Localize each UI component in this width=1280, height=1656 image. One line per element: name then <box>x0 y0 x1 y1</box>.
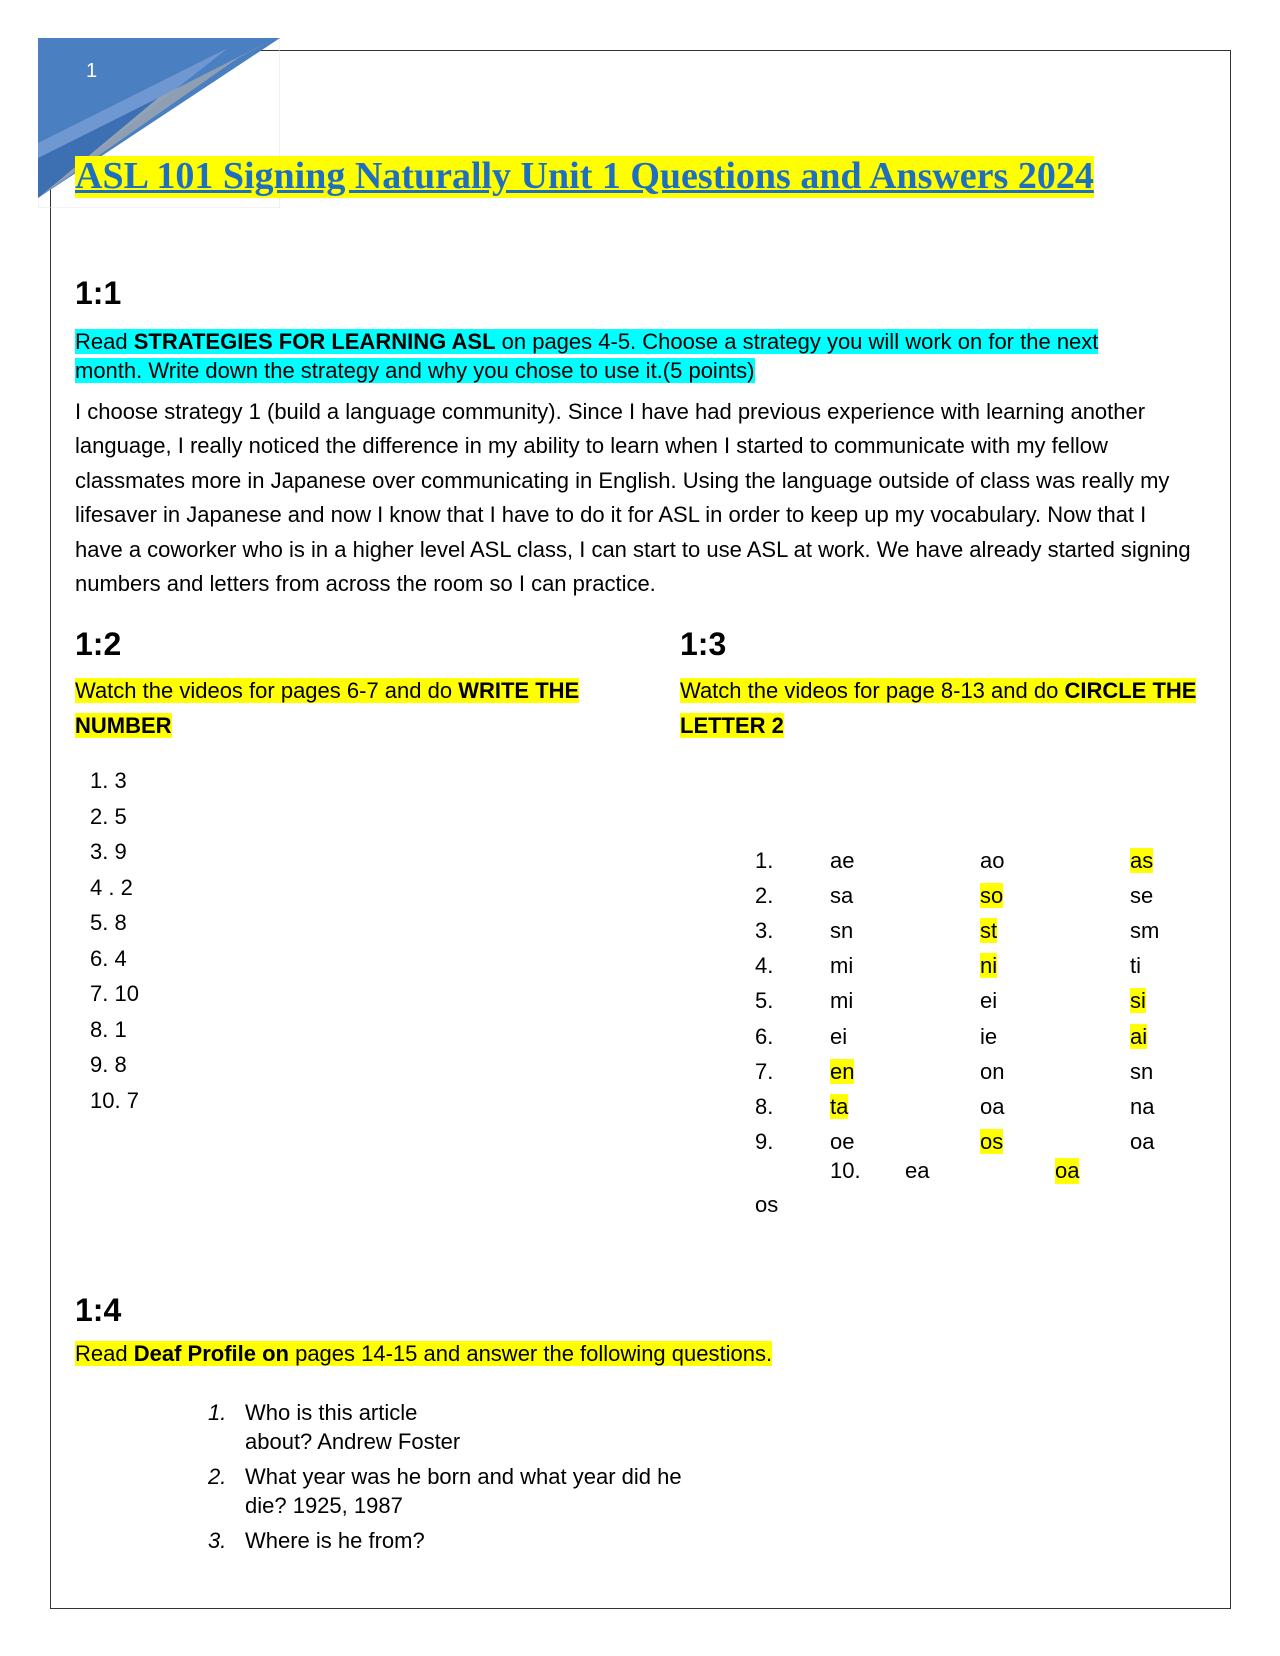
prompt-bold-text: WRITE THE <box>458 678 580 703</box>
table-row <box>755 984 1159 1019</box>
list-item: 1. 3 <box>90 768 127 793</box>
question-text: Who is this article <box>245 1400 418 1425</box>
choice-c: sm <box>1130 917 1160 943</box>
document-title: ASL 101 Signing Naturally Unit 1 Questions and Answers 2024 <box>75 155 1094 197</box>
choice-a: sa <box>830 882 854 908</box>
prompt-bold-text: STRATEGIES FOR LEARNING ASL <box>133 329 496 354</box>
row-number: 7. <box>755 1058 774 1084</box>
choice-c: oa <box>1130 1129 1155 1155</box>
row-number: 8. <box>755 1093 774 1119</box>
letter-choice-table <box>755 843 1159 1160</box>
section-heading-1-3: 1:3 <box>680 626 727 662</box>
choice-c: ti <box>1130 953 1141 979</box>
table-row <box>755 1054 1159 1089</box>
choice-a: oe <box>830 1129 855 1155</box>
section-1-3-prompt <box>680 673 1196 743</box>
row-number: 9. <box>755 1129 774 1155</box>
section-1-2-prompt <box>75 673 579 743</box>
list-item: 8. 1 <box>90 1016 127 1042</box>
list-item: 4 . 2 <box>90 874 133 900</box>
list-item: 9. 8 <box>90 1052 127 1077</box>
choice-b-selected: os <box>980 1129 1004 1155</box>
prompt-text: Watch the videos for page 8-13 and do <box>680 678 1065 703</box>
list-item: 6. 4 <box>90 945 127 971</box>
row-number: 4. <box>755 953 774 979</box>
choice-b-selected: so <box>980 882 1004 908</box>
choice-a: ei <box>830 1023 848 1049</box>
choice-a: ea <box>905 1158 930 1183</box>
row-number: 5. <box>755 988 774 1014</box>
prompt-text: on pages 4-5. Choose a strategy you will work on for the next <box>495 329 1099 354</box>
row-number: 3. <box>755 917 774 943</box>
list-item <box>208 1462 728 1520</box>
prompt-bold-text: LETTER 2 <box>680 713 784 738</box>
choice-b: ao <box>980 847 1005 873</box>
choice-a-selected: en <box>830 1058 855 1084</box>
section-1-4-prompt <box>75 1339 772 1368</box>
question-number: 2. <box>208 1464 227 1489</box>
choice-b: on <box>980 1058 1005 1084</box>
table-row <box>755 949 1159 984</box>
question-answer-text: about? Andrew Foster <box>245 1429 461 1454</box>
choice-c-selected: as <box>1130 847 1154 873</box>
section-heading-1-1: 1:1 <box>75 275 122 311</box>
list-item: 10. 7 <box>90 1087 139 1113</box>
prompt-bold-text: CIRCLE THE <box>1064 678 1197 703</box>
section-heading-1-2: 1:2 <box>75 626 122 662</box>
choice-c-selected: si <box>1130 988 1146 1014</box>
choice-b: ie <box>980 1023 998 1049</box>
section-1-1-answer: I choose strategy 1 (build a language community). Since I have had previous experience with learning another language, I really noticed the difference in my ability to learn when I started to communicate with my fellow classmates more in Japanese over communicating in English. Using the language outside of class was really my lifesaver in Japanese and now I know that I have to do it for ASL in order to keep up my vocabulary. Now that I have a coworker who is in a higher level ASL class, I can start to use ASL at work. We have already started signing numbers and letters from across the room so I can practice. <box>75 399 1191 597</box>
list-item: 3. 9 <box>90 839 127 864</box>
table-row <box>755 1125 1159 1160</box>
list-item: 5. 8 <box>90 910 127 935</box>
list-item: 2. 5 <box>90 803 127 829</box>
row-number: 6. <box>755 1023 774 1049</box>
prompt-text: Read <box>75 1341 134 1366</box>
choice-b-selected: oa <box>1055 1158 1080 1183</box>
choice-b-selected: st <box>980 917 998 943</box>
page-border <box>50 50 1231 1609</box>
page-number: 1 <box>86 60 98 82</box>
table-row <box>755 1019 1159 1054</box>
prompt-bold-text: NUMBER <box>75 713 172 738</box>
list-item <box>208 1526 728 1555</box>
table-row <box>755 1089 1159 1124</box>
row-number: 1. <box>755 847 774 873</box>
question-text: Where is he from? <box>245 1528 425 1553</box>
section-1-1-prompt <box>75 327 1200 385</box>
choice-c: os <box>755 1192 779 1217</box>
list-item <box>208 1398 728 1456</box>
table-row <box>755 878 1159 913</box>
question-list <box>208 1398 728 1561</box>
choice-b-selected: ni <box>980 953 998 979</box>
choice-a: mi <box>830 988 854 1014</box>
choice-a: sn <box>830 917 854 943</box>
prompt-text: pages 14-15 and answer the following questions. <box>288 1341 773 1366</box>
prompt-bold-text: Deaf Profile on <box>133 1341 289 1366</box>
prompt-text: month. Write down the strategy and why you chose to use it.(5 points) <box>75 358 755 383</box>
question-number: 1. <box>208 1400 227 1425</box>
table-row <box>755 913 1159 948</box>
row-number: 10. <box>830 1158 861 1183</box>
question-text: What year was he born and what year did he <box>245 1464 682 1489</box>
question-answer-text: die? 1925, 1987 <box>245 1493 403 1518</box>
prompt-text: Read <box>75 329 134 354</box>
choice-b: ei <box>980 988 998 1014</box>
choice-a: ae <box>830 847 855 873</box>
choice-a-selected: ta <box>830 1093 849 1119</box>
table-row <box>755 843 1159 878</box>
question-number: 3. <box>208 1528 227 1553</box>
prompt-text: Watch the videos for pages 6-7 and do <box>75 678 459 703</box>
choice-c: sn <box>1130 1058 1154 1084</box>
list-item: 7. 10 <box>90 981 139 1006</box>
row-number: 2. <box>755 882 774 908</box>
choice-c-selected: ai <box>1130 1023 1148 1049</box>
choice-b: oa <box>980 1093 1005 1119</box>
number-answer-list <box>90 763 139 1118</box>
choice-c: se <box>1130 882 1154 908</box>
section-heading-1-4: 1:4 <box>75 1292 122 1328</box>
choice-a: mi <box>830 953 854 979</box>
choice-c: na <box>1130 1093 1155 1119</box>
